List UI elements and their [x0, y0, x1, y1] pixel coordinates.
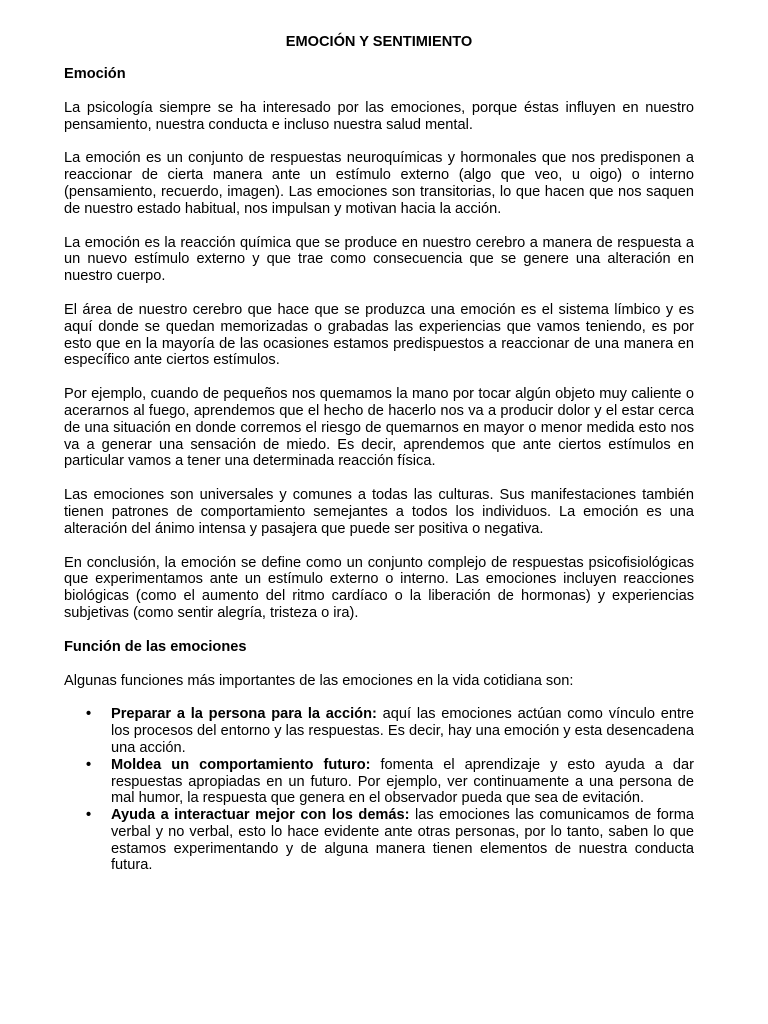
list-item-lead: Preparar a la persona para la acción:	[111, 706, 377, 723]
paragraph: En conclusión, la emoción se define como un conjunto complejo de respuestas psicofisiológicas que experimentamos ante un estímulo externo o interno. Las emociones incluyen reacciones biológicas (como el aumento del ritmo cardíaco o la liberación de hormonas) y experiencias subjetivas (como sentir alegría, tristeza o ira).	[64, 554, 694, 621]
section-intro: Algunas funciones más importantes de las emociones en la vida cotidiana son:	[64, 672, 574, 689]
list-item-text: las emociones las comunicamos de forma verbal y no verbal, esto lo hace evidente ante otras personas, por lo tanto, saben lo que estamos experimentando y de alguna manera tienen elementos de nuestra conducta futura.	[111, 807, 694, 874]
paragraph: La emoción es la reacción química que se produce en nuestro cerebro a manera de respuesta a un nuevo estímulo externo y que trae como consecuencia que se genere una alteración en nuestro cuerpo.	[64, 234, 694, 285]
paragraph: Por ejemplo, cuando de pequeños nos quemamos la mano por tocar algún objeto muy caliente o acerarnos al fuego, aprendemos que el hecho de hacerlo nos va a producir dolor y el estar cerca de una situación en donde corremos el riesgo de quemarnos en mayor o menor medida esto nos va a generar una sensación de miedo. Es decir, aprendemos que ante ciertos estímulos en particular vamos a tener una determinada reacción física.	[64, 386, 694, 470]
bullet-icon: •	[86, 706, 92, 723]
bullet-icon: •	[86, 807, 92, 824]
list-item	[64, 757, 694, 807]
list-item	[64, 807, 694, 874]
list-item-text: aquí las emociones actúan como vínculo entre los procesos del entorno y las respuestas. Es decir, hay una emoción y esta desencadena una acción.	[111, 706, 694, 756]
list-item-lead: Ayuda a interactuar mejor con los demás:	[111, 807, 410, 824]
document-title: EMOCIÓN Y SENTIMIENTO	[285, 34, 473, 50]
section-heading-funcion: Función de las emociones	[64, 638, 247, 655]
paragraph: Las emociones son universales y comunes a todas las culturas. Sus manifestaciones también tienen patrones de comportamiento semejantes a todos los individuos. La emoción es una alteración del ánimo intensa y pasajera que puede ser positiva o negativa.	[64, 487, 694, 537]
paragraph: La psicología siempre se ha interesado por las emociones, porque éstas influyen en nuestro pensamiento, nuestra conducta e incluso nuestra salud mental.	[64, 99, 694, 133]
bullet-icon: •	[86, 756, 92, 773]
list-item	[64, 706, 694, 756]
document-body	[64, 34, 694, 874]
section-heading-emocion: Emoción	[64, 66, 126, 82]
paragraph: El área de nuestro cerebro que hace que se produzca una emoción es el sistema límbico y es aquí donde se quedan memorizadas o grabadas las experiencias que vamos teniendo, es por esto que en la mayoría de las ocasiones estamos predispuestos a reaccionar de una manera en específico ante ciertos estímulos.	[64, 301, 694, 369]
function-list	[64, 706, 694, 874]
list-item-text: fomenta el aprendizaje y esto ayuda a dar respuestas apropiadas en un futuro. Por ejemplo, ver continuamente a una persona de mal humor, la respuesta que genera en el observador pueda que sea de evitación.	[111, 756, 694, 807]
paragraph: La emoción es un conjunto de respuestas neuroquímicas y hormonales que nos predisponen a reaccionar de cierta manera ante un estímulo externo (algo que veo, u oigo) o interno (pensamiento, recuerdo, imagen). Las emociones son transitorias, lo que hacen que nos saquen de nuestro estado habitual, nos impulsan y motivan hacia la acción.	[64, 150, 694, 217]
list-item-lead: Moldea un comportamiento futuro:	[111, 756, 371, 773]
